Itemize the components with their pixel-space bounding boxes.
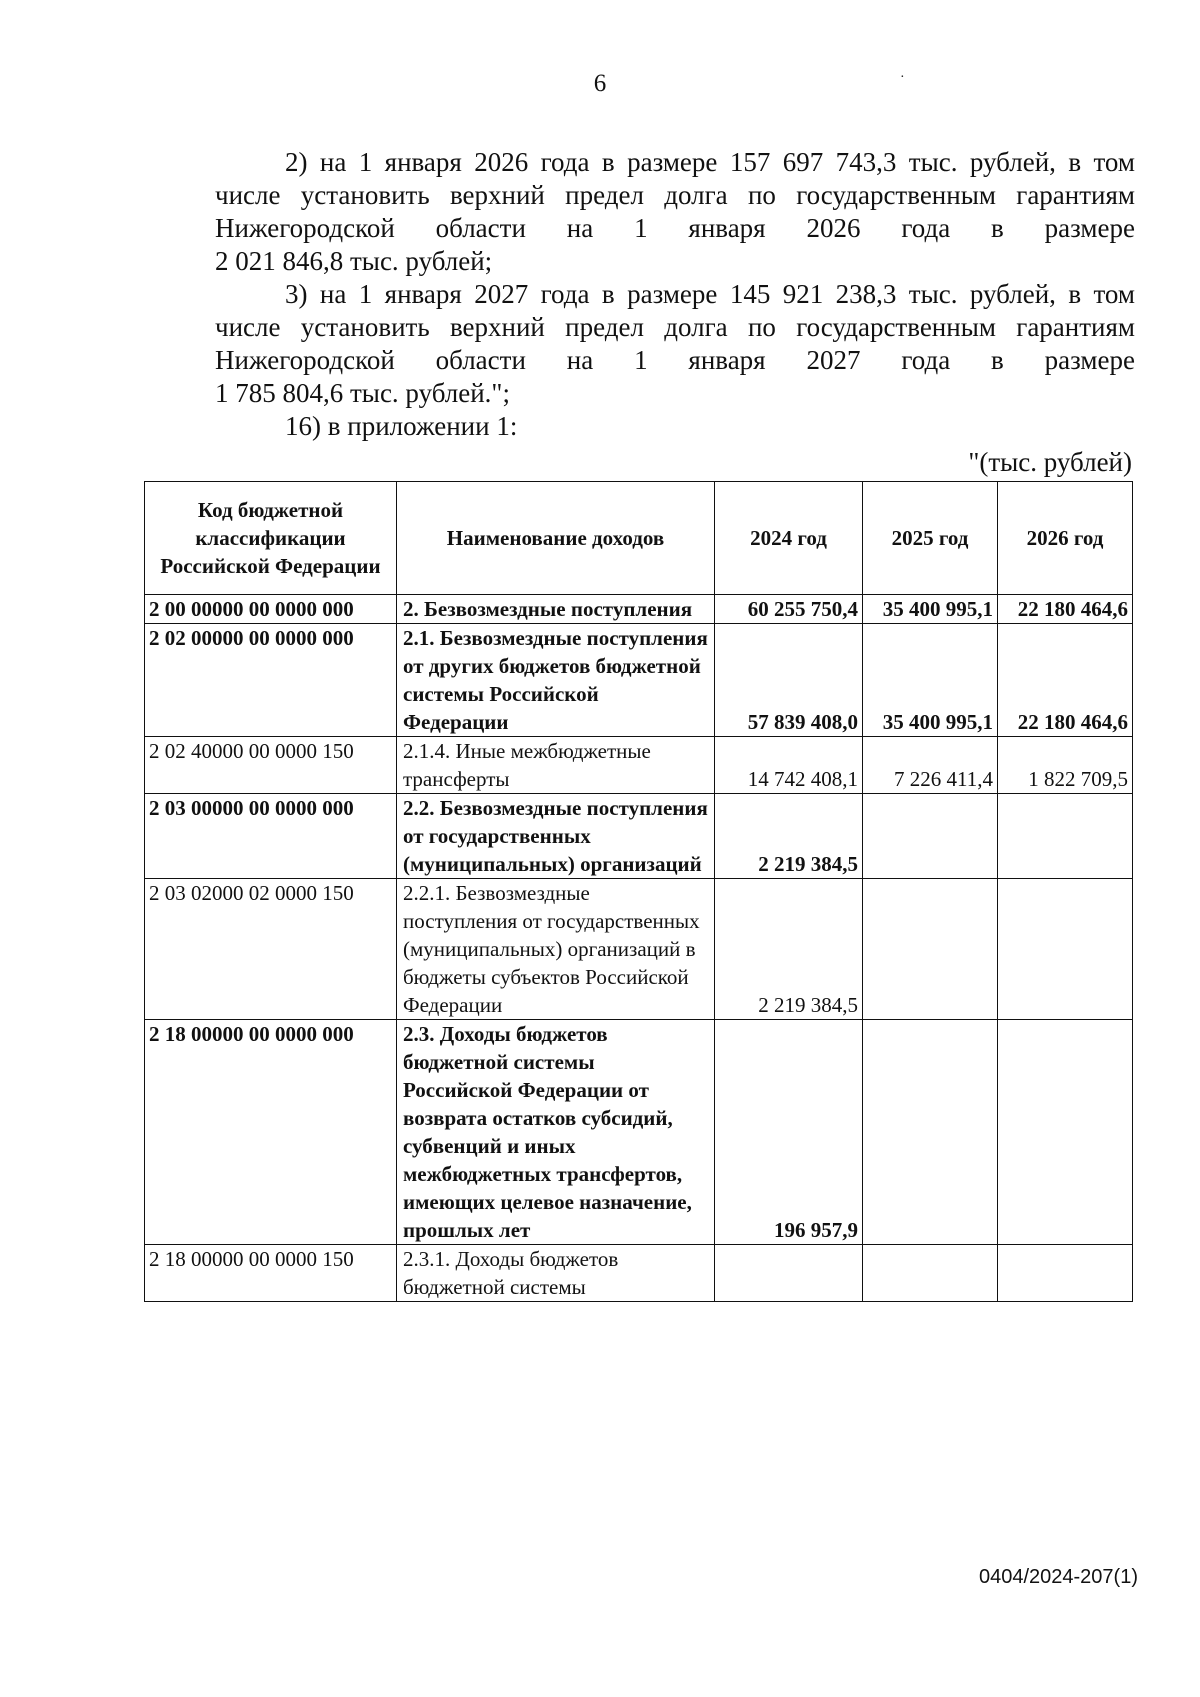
row-code: 2 18 00000 00 0000 000 bbox=[145, 1020, 397, 1245]
text-line: 16) в приложении 1: bbox=[285, 411, 518, 441]
table-row bbox=[145, 1020, 1133, 1245]
row-2024 bbox=[715, 1245, 863, 1302]
header-2026: 2026 год bbox=[998, 482, 1133, 595]
row-code: 2 02 40000 00 0000 150 bbox=[145, 737, 397, 794]
row-2024: 57 839 408,0 bbox=[715, 624, 863, 737]
row-2024: 2 219 384,5 bbox=[715, 879, 863, 1020]
row-name: 2.2.1. Безвозмездные поступления от государственных (муниципальных) организаций в бюджеты субъектов Российской Федерации bbox=[397, 879, 715, 1020]
table-row bbox=[145, 794, 1133, 879]
units-label: "(тыс. рублей) bbox=[968, 447, 1132, 477]
row-2024: 2 219 384,5 bbox=[715, 794, 863, 879]
row-name: 2.1.4. Иные межбюджетные трансферты bbox=[397, 737, 715, 794]
table-row bbox=[145, 624, 1133, 737]
table-row bbox=[145, 595, 1133, 624]
row-2025 bbox=[863, 879, 998, 1020]
row-2025 bbox=[863, 1245, 998, 1302]
document-number: 0404/2024-207(1) bbox=[978, 1566, 1138, 1588]
revenue-table bbox=[144, 481, 1133, 1302]
row-2025 bbox=[863, 794, 998, 879]
text-line: 2) на 1 января 2026 года в размере 157 697 743,3 тыс. рублей, в том bbox=[285, 147, 1135, 177]
text-line: числе установить верхний предел долга по государственным гарантиям bbox=[215, 180, 1135, 210]
row-2025: 35 400 995,1 bbox=[863, 595, 998, 624]
row-code: 2 03 02000 02 0000 150 bbox=[145, 879, 397, 1020]
header-2024: 2024 год bbox=[715, 482, 863, 595]
row-2026 bbox=[998, 794, 1133, 879]
row-2026 bbox=[998, 1020, 1133, 1245]
text-line: Нижегородской области на 1 января 2027 года в размере bbox=[215, 345, 1135, 375]
row-2026: 22 180 464,6 bbox=[998, 624, 1133, 737]
row-name: 2.1. Безвозмездные поступления от других бюджетов бюджетной системы Российской Федерации bbox=[397, 624, 715, 737]
row-2026 bbox=[998, 879, 1133, 1020]
text-line: 2 021 846,8 тыс. рублей; bbox=[215, 246, 493, 276]
row-2026: 22 180 464,6 bbox=[998, 595, 1133, 624]
row-2026: 1 822 709,5 bbox=[998, 737, 1133, 794]
row-2025: 35 400 995,1 bbox=[863, 624, 998, 737]
table-header-row bbox=[145, 482, 1133, 595]
scan-speck: · bbox=[900, 70, 905, 85]
row-2024: 196 957,9 bbox=[715, 1020, 863, 1245]
row-code: 2 18 00000 00 0000 150 bbox=[145, 1245, 397, 1302]
header-name: Наименование доходов bbox=[397, 482, 715, 595]
table-row bbox=[145, 1245, 1133, 1302]
row-2024: 60 255 750,4 bbox=[715, 595, 863, 624]
row-code: 2 02 00000 00 0000 000 bbox=[145, 624, 397, 737]
row-name: 2.3. Доходы бюджетов бюджетной системы Российской Федерации от возврата остатков субсидий, субвенций и иных межбюджетных трансфертов, имеющих целевое назначение, прошлых лет bbox=[397, 1020, 715, 1245]
paragraph-item-3 bbox=[215, 278, 1135, 410]
row-name: 2.3.1. Доходы бюджетов бюджетной системы bbox=[397, 1245, 715, 1302]
row-2024: 14 742 408,1 bbox=[715, 737, 863, 794]
row-code: 2 03 00000 00 0000 000 bbox=[145, 794, 397, 879]
row-2026 bbox=[998, 1245, 1133, 1302]
table-row bbox=[145, 737, 1133, 794]
row-2025 bbox=[863, 1020, 998, 1245]
text-line: 1 785 804,6 тыс. рублей."; bbox=[215, 378, 510, 408]
text-line: числе установить верхний предел долга по государственным гарантиям bbox=[215, 312, 1135, 342]
text-line: 3) на 1 января 2027 года в размере 145 921 238,3 тыс. рублей, в том bbox=[285, 279, 1135, 309]
row-code: 2 00 00000 00 0000 000 bbox=[145, 595, 397, 624]
header-2025: 2025 год bbox=[863, 482, 998, 595]
paragraph-item-16 bbox=[215, 410, 1135, 443]
table-row bbox=[145, 879, 1133, 1020]
header-code: Код бюджетной классификации Российской Федерации bbox=[145, 482, 397, 595]
row-name: 2.2. Безвозмездные поступления от государственных (муниципальных) организаций bbox=[397, 794, 715, 879]
row-2025: 7 226 411,4 bbox=[863, 737, 998, 794]
text-line: Нижегородской области на 1 января 2026 года в размере bbox=[215, 213, 1135, 243]
page-number: 6 bbox=[593, 70, 607, 97]
row-name: 2. Безвозмездные поступления bbox=[397, 595, 715, 624]
body-text bbox=[215, 146, 1135, 443]
paragraph-item-2 bbox=[215, 146, 1135, 278]
